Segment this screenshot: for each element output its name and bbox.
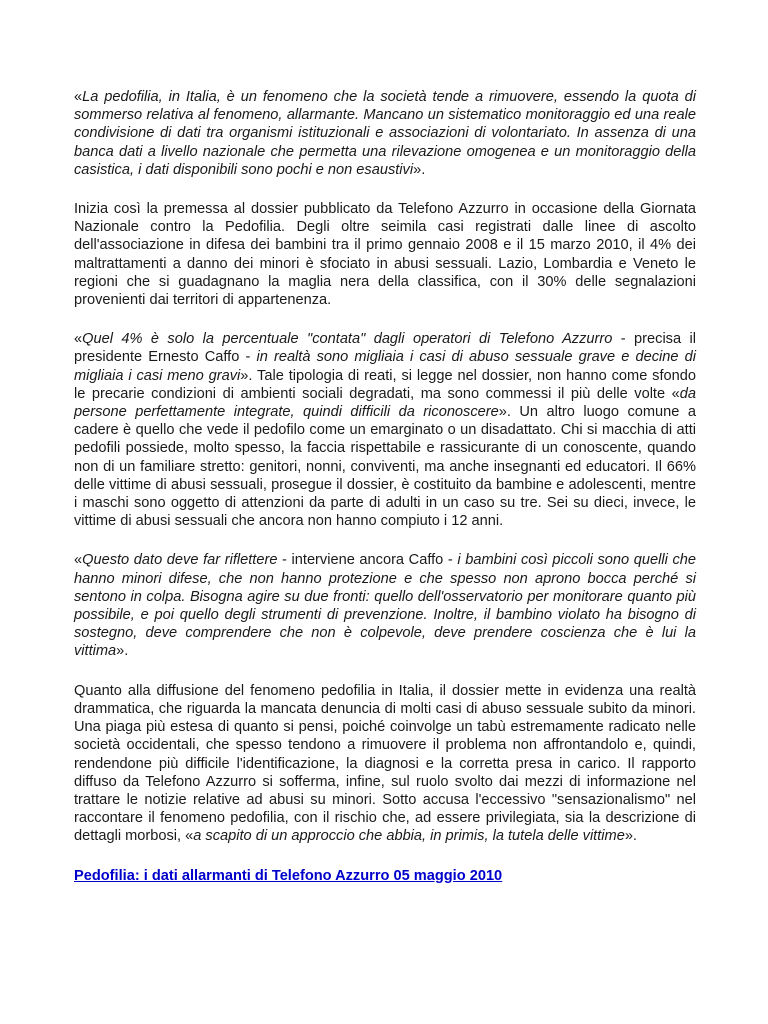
paragraph-1-quote: La pedofilia, in Italia, è un fenomeno che la società tende a rimuovere, essendo la quota di sommerso relativa al fenomeno, allarmante. Mancano un sistematico monitoraggio ed una reale condivisione di dati tra organismi istituzionali e associazioni di volontariato. In assenza di una banca dati a livello nazionale che permetta una rilevazione omogenea e un monitoraggio della casistica, i dati disponibili sono pochi e non esaustivi xyxy=(74,89,696,178)
paragraph-1 xyxy=(74,88,696,179)
quote-open-mark: « xyxy=(74,331,83,348)
paragraph-5 xyxy=(74,682,696,846)
quote-close-mark: ». xyxy=(624,828,637,845)
paragraph-3-text-1: - precisa il presidente Ernesto Caffo - xyxy=(74,331,696,366)
quote-open-mark: « xyxy=(74,89,83,105)
paragraph-4 xyxy=(74,551,696,660)
paragraph-5-quote: a scapito di un approccio che abbia, in primis, la tutela delle vittime xyxy=(193,828,625,845)
paragraph-3-text-3: ». Un altro luogo comune a cadere è quello che vede il pedofilo come un emarginato o un disadattato. Chi si macchia di atti pedofili possiede, molto spesso, la faccia rispettabile e rassicurante di un conoscente, quando non di un familiare stretto: genitori, nonni, conviventi, ma anche insegnanti ed educatori. Il 66% delle vittime di abusi sessuali, prosegue il dossier, è costituito da bambine e adolescenti, mentre i maschi sono oggetto di attenzioni da parte di adulti in un caso su tre. Sei su dieci, invece, le vittime di abusi sessuali che ancora non hanno compiuto i 12 anni. xyxy=(74,404,696,530)
paragraph-4-quote-1: Questo dato deve far riflettere xyxy=(82,552,278,569)
paragraph-3-text-2: ». Tale tipologia di reati, si legge nel dossier, non hanno come sfondo le precarie condizioni di ambienti sociali degradati, ma sono commessi il più delle volte « xyxy=(74,367,696,402)
paragraph-3 xyxy=(74,330,696,530)
paragraph-3-quote-2: in realtà sono migliaia i casi di abuso sessuale grave e decine di migliaia i casi meno gravi xyxy=(74,349,696,384)
paragraph-5-text: Quanto alla diffusione del fenomeno pedofilia in Italia, il dossier mette in evidenza una realtà drammatica, che riguarda la mancata denuncia di molti casi di abuso sessuale subito da minori. Una piaga più estesa di quanto si pensi, poiché coinvolge un tabù estremamente radicato nelle società occidentali, che spesso tendono a rimuovere il problema non affrontandolo e, quindi, rendendone più difficile l'identificazione, la diagnosi e la corretta presa in carico. Il rapporto diffuso da Telefono Azzurro si sofferma, infine, sul ruolo svolto dai mezzi di informazione nel trattare le notizie relative ad abusi su minori. Sotto accusa l'eccessivo "sensazionalismo" nel raccontare il fenomeno pedofilia, con il rischio che, ad essere privilegiata, sia la descrizione di dettagli morbosi, « xyxy=(74,682,696,845)
article-link[interactable]: Pedofilia: i dati allarmanti di Telefono Azzurro 05 maggio 2010 xyxy=(74,867,503,884)
paragraph-4-quote-2: i bambini così piccoli sono quelli che hanno minori difese, che non hanno protezione e che spesso non aprono bocca perché si sentono in colpa. Bisogna agire su due fronti: quello dell'osservatorio per monitorare quanto più possibile, e poi quello degli strumenti di prevenzione. Inoltre, il bambino violato ha bisogno di sostegno, deve comprendere che non è colpevole, deve prendere coscienza che è lui la vittima xyxy=(74,552,696,660)
document-page xyxy=(74,88,696,885)
quote-close-mark: ». xyxy=(116,643,129,660)
paragraph-2: Inizia così la premessa al dossier pubblicato da Telefono Azzurro in occasione della Giornata Nazionale contro la Pedofilia. Degli oltre seimila casi registrati dalle linee di ascolto dell'associazione in difesa dei bambini tra il primo gennaio 2008 e il 15 marzo 2010, il 4% dei maltrattamenti a danno dei minori è sfociato in abusi sessuali. Lazio, Lombardia e Veneto le regioni che si guadagnano la maglia nera della classifica, con il 30% delle segnalazioni provenienti dai territori di appartenenza. xyxy=(74,201,696,309)
paragraph-4-text-1: - interviene ancora Caffo - xyxy=(277,552,458,569)
paragraph-3-quote-3: da persone perfettamente integrate, quindi difficili da riconoscere xyxy=(74,385,696,421)
quote-close-mark: ». xyxy=(413,161,426,178)
paragraph-3-quote-1: Quel 4% è solo la percentuale "contata" dagli operatori di Telefono Azzurro xyxy=(82,331,613,348)
quote-open-mark: « xyxy=(74,552,83,569)
